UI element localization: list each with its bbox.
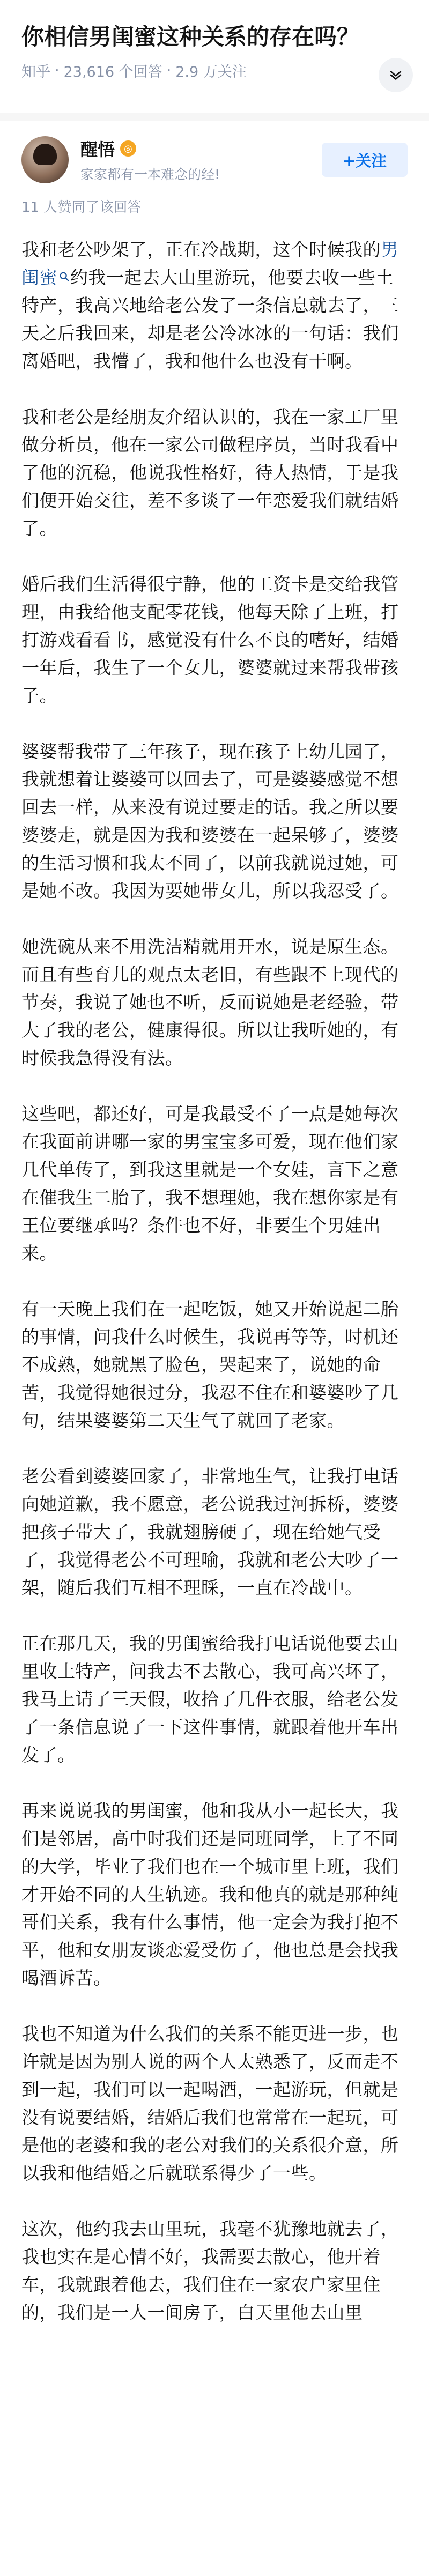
paragraph: 这些吧，都还好，可是我最受不了一点是她每次在我面前讲哪一家的男宝宝多可爱，现在他们家几代单传了，到我这里就是一个女娃，言下之意在催我生二胎了，我不想理她，我在想你家是有王位要继承吗？条件也不好，非要生个男娃出来。: [21, 1103, 399, 1264]
follow-button[interactable]: +关注: [322, 143, 408, 177]
paragraph: 老公看到婆婆回家了，非常地生气，让我打电话向她道歉，我不愿意，老公说我过河拆桥，婆婆把孩子带大了，我就翅膀硬了，现在给她气受了，我觉得老公不可理喻，我就和老公大吵了一架，随后我们互相不理睬，一直在冷战中。: [21, 1466, 399, 1598]
paragraph: 婚后我们生活得很宁静，他的工资卡是交给我管理，由我给他支配零花钱，他每天除了上班，打打游戏看看书，感觉没有什么不良的嗜好，结婚一年后，我生了一个女儿，婆婆就过来帮我带孩子。: [21, 574, 399, 706]
question-header: [0, 0, 429, 113]
avatar[interactable]: [21, 136, 69, 183]
paragraph: 正在那几天，我的男闺蜜给我打电话说他要去山里收土特产，问我去不去散心，我可高兴坏了，我马上请了三天假，收拾了几件衣服，给老公发了一条信息说了一下这件事情，就跟着他开车出发了。: [21, 1633, 399, 1765]
author-info: [80, 136, 322, 183]
answer-content: [0, 226, 429, 2327]
site-name: 知乎: [21, 64, 50, 80]
paragraph: 再来说说我的男闺蜜，他和我从小一起长大，我们是邻居，高中时我们还是同班同学，上了不同的大学，毕业了我们也在一个城市里上班，我们才开始不同的人生轨迹。我和他真的就是那种纯哥们关系，我有什么事情，他一定会为我打抱不平，他和女朋友谈恋爱受伤了，他也总是会找我喝酒诉苦。: [21, 1800, 399, 1988]
badge-icon: ◎: [120, 140, 136, 157]
question-meta: 知乎 · 23,616 个回答 · 2.9 万关注: [21, 60, 408, 81]
keyword-link[interactable]: 男闺蜜: [21, 239, 399, 288]
search-icon: [58, 271, 70, 283]
chevron-down-icon: [388, 67, 404, 83]
question-title[interactable]: 你相信男闺蜜这种关系的存在吗？: [21, 24, 360, 50]
paragraph: 婆婆帮我带了三年孩子，现在孩子上幼儿园了，我就想着让婆婆可以回去了，可是婆婆感觉不想回去一样，从来没有说过要走的话。我之所以要婆婆走，就是因为我和婆婆在一起呆够了，婆婆的生活习惯和我太不同了，以前我就说过她，可是她不改。我因为要她带女儿，所以我忍受了。: [21, 741, 399, 901]
answer-count[interactable]: 23,616 个回答: [63, 64, 162, 80]
collapse-button[interactable]: [379, 58, 413, 92]
author-bio: 家家都有一本难念的经!: [80, 167, 220, 182]
author-name[interactable]: 醒悟: [80, 139, 115, 160]
endorse-count: 11 人赞同了该回答: [21, 199, 142, 216]
paragraph: 她洗碗从来不用洗洁精就用开水，说是原生态。而且有些育儿的观点太老旧，有些跟不上现代的节奏，我说了她也不听，反而说她是老经验，带大了我的老公，健康得很。所以让我听她的，有时候我急得没有法。: [21, 936, 399, 1068]
author-bar: [0, 121, 429, 184]
paragraph: 我和老公吵架了，正在冷战期，这个时候我的男闺蜜 约我一起去大山里游玩，他要去收一些土特产，我高兴地给老公发了一条信息就去了，三天之后我回来，却是老公冷冰冰的一句话：我们离婚吧，我懵了，我和他什么也没有干啊。: [21, 239, 399, 372]
follower-count: 2.9 万关注: [175, 64, 247, 80]
paragraph: 这次，他约我去山里玩，我毫不犹豫地就去了，我也实在是心情不好，我需要去散心，他开着车，我就跟着他去，我们住在一家农户家里住的，我们是一人一间房子，白天里他去山里: [21, 2218, 399, 2323]
paragraph: 我和老公是经朋友介绍认识的，我在一家工厂里做分析员，他在一家公司做程序员，当时我看中了他的沉稳，他说我性格好，待人热情，于是我们便开始交往，差不多谈了一年恋爱我们就结婚了。: [21, 406, 399, 539]
paragraph: 我也不知道为什么我们的关系不能更进一步，也许就是因为别人说的两个人太熟悉了，反而走不到一起，我们可以一起喝酒，一起游玩，但就是没有说要结婚，结婚后我们也常常在一起玩，可是他的老婆和我的老公对我们的关系很介意，所以我和他结婚之后就联系得少了一些。: [21, 2023, 399, 2184]
section-divider: [0, 113, 429, 121]
paragraph: 有一天晚上我们在一起吃饭，她又开始说起二胎的事情，问我什么时候生，我说再等等，时机还不成熟，她就黑了脸色，哭起来了，说她的命苦，我觉得她很过分，我忍不住在和婆婆吵了几句，结果婆婆第二天生气了就回了老家。: [21, 1298, 399, 1431]
